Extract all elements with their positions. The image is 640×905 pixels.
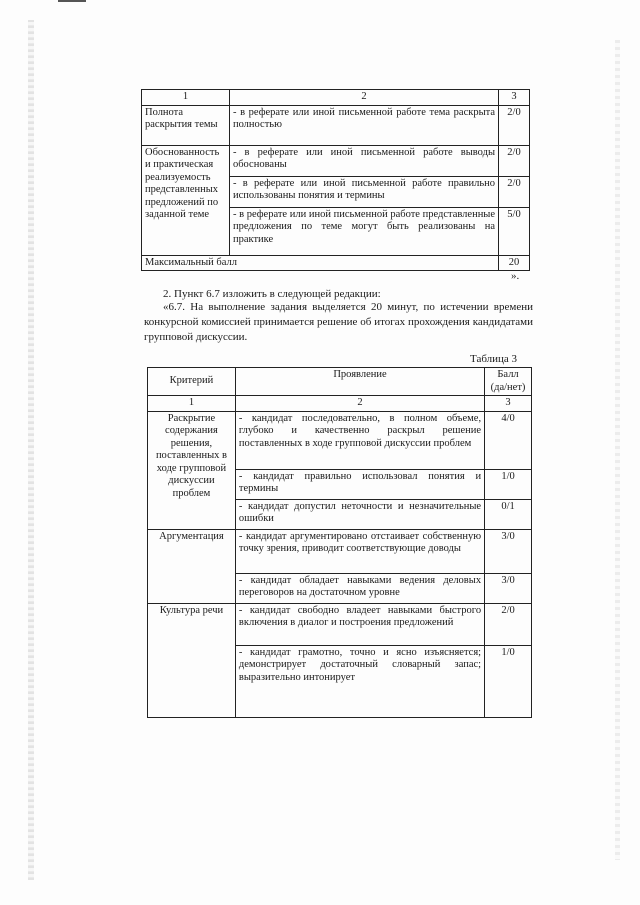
manifestation-cell: - кандидат правильно использовал понятия и термины	[235, 469, 484, 499]
score-cell: 0/1	[485, 499, 532, 529]
manifestation-cell: - кандидат допустил неточности и незначительные ошибки	[235, 499, 484, 529]
scan-edge-left	[28, 20, 34, 880]
table-footer-row	[142, 255, 530, 271]
score-cell: 2/0	[499, 145, 530, 176]
header-cell: 3	[499, 90, 530, 106]
table-row	[142, 145, 530, 176]
criterion-cell: Культура речи	[148, 603, 236, 717]
criterion-cell: Раскрытие содержания решения, поставленных в ходе групповой дискуссии проблем	[148, 411, 236, 529]
table-row	[142, 105, 530, 145]
amendment-item: 2. Пункт 6.7 изложить в следующей редакции:	[163, 288, 381, 300]
manifestation-cell: - кандидат обладает навыками ведения деловых переговоров на достаточном уровне	[235, 573, 484, 603]
header-cell: 1	[142, 90, 230, 106]
closing-quote: ».	[511, 270, 520, 282]
table-row	[148, 603, 532, 645]
table-row	[148, 529, 532, 573]
criteria-table-continuation	[141, 89, 530, 271]
header-manifestation: Проявление	[235, 368, 484, 396]
max-score-label: Максимальный балл	[142, 255, 499, 271]
number-cell: 1	[148, 396, 236, 412]
score-cell: 2/0	[499, 176, 530, 207]
max-score-value: 20	[499, 255, 530, 271]
manifestation-cell: - в реферате или иной письменной работе выводы обоснованы	[229, 145, 498, 176]
number-cell: 2	[235, 396, 484, 412]
scan-corner-mark	[58, 0, 86, 2]
header-criterion: Критерий	[148, 368, 236, 396]
manifestation-cell: - кандидат последовательно, в полном объеме, глубоко и качественно раскрыл решение поставленных в ходе групповой дискуссии проблем	[235, 411, 484, 469]
score-cell: 2/0	[499, 105, 530, 145]
score-cell: 1/0	[485, 469, 532, 499]
table-caption: Таблица 3	[470, 353, 518, 365]
table-row	[148, 411, 532, 469]
criterion-cell: Обоснованность и практическая реализуемость представленных предложений по заданной теме	[142, 145, 230, 255]
header-score: Балл (да/нет)	[485, 368, 532, 396]
amendment-text: «6.7. На выполнение задания выделяется 20 минут, по истечении времени конкурсной комиссией принимается решение об итогах прохождения кандидатами групповой дискуссии.	[144, 301, 533, 343]
criterion-cell: Полнота раскрытия темы	[142, 105, 230, 145]
table-header-row	[148, 368, 532, 396]
scan-edge-right	[615, 40, 620, 860]
number-cell: 3	[485, 396, 532, 412]
table-header-row	[142, 90, 530, 106]
score-cell: 5/0	[499, 207, 530, 255]
header-cell: 2	[229, 90, 498, 106]
manifestation-cell: - кандидат аргументировано отстаивает собственную точку зрения, приводит соответствующие доводы	[235, 529, 484, 573]
manifestation-cell: - в реферате или иной письменной работе тема раскрыта полностью	[229, 105, 498, 145]
score-cell: 4/0	[485, 411, 532, 469]
score-cell: 2/0	[485, 603, 532, 645]
score-cell: 3/0	[485, 573, 532, 603]
table-number-row	[148, 396, 532, 412]
manifestation-cell: - кандидат свободно владеет навыками быстрого включения в диалог и построения предложений	[235, 603, 484, 645]
evaluation-table-3	[147, 367, 532, 718]
score-cell: 3/0	[485, 529, 532, 573]
manifestation-cell: - в реферате или иной письменной работе правильно использованы понятия и термины	[229, 176, 498, 207]
score-cell: 1/0	[485, 645, 532, 717]
manifestation-cell: - кандидат грамотно, точно и ясно изъясняется; демонстрирует достаточный словарный запас; выразительно интонирует	[235, 645, 484, 717]
criterion-cell: Аргументация	[148, 529, 236, 603]
manifestation-cell: - в реферате или иной письменной работе представленные предложения по теме могут быть реализованы на практике	[229, 207, 498, 255]
